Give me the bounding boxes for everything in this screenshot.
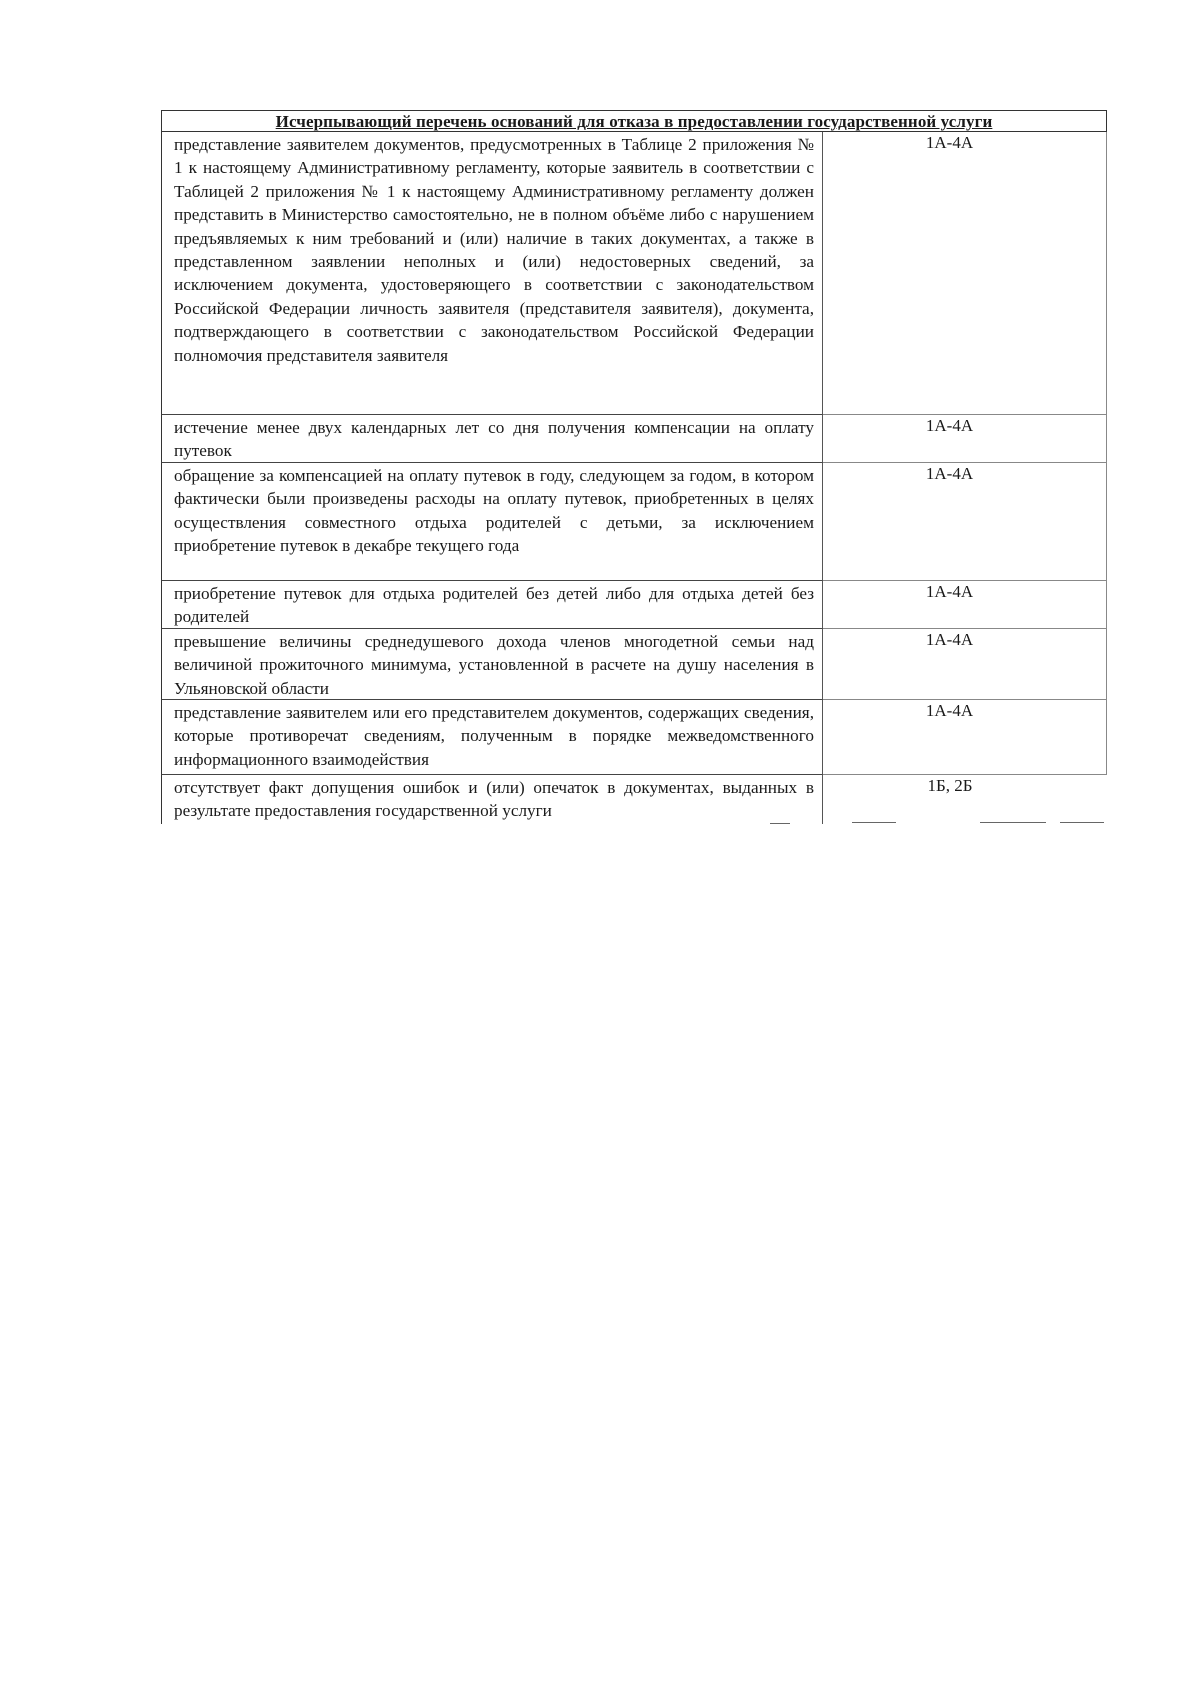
table-row (161, 700, 1107, 775)
ground-text: истечение менее двух календарных лет со дня получения компенсации на оплату путевок (161, 415, 823, 463)
ground-text: обращение за компенсацией на оплату путевок в году, следующем за годом, в котором фактически были произведены расходы на оплату путевок, приобретенных в целях осуществления совместного отдыха родителей с детьми, за исключением приобретение путевок в декабре текущего года (161, 463, 823, 581)
ground-code: 1А-4А (823, 629, 1107, 700)
scan-artifact-line (1060, 822, 1104, 823)
ground-text: превышение величины среднедушевого дохода членов многодетной семьи над величиной прожиточного минимума, установленной в расчете на душу населения в Ульяновской области (161, 629, 823, 700)
ground-text: представление заявителем или его представителем документов, содержащих сведения, которые противоречат сведениям, полученным в порядке межведомственного информационного взаимодействия (161, 700, 823, 775)
ground-code: 1Б, 2Б (927, 776, 973, 795)
table-header: Исчерпывающий перечень оснований для отказа в предоставлении государственной услуги (161, 110, 1107, 132)
scan-artifact-line (852, 822, 896, 823)
scan-artifact-line (980, 822, 1046, 823)
table-row (161, 629, 1107, 700)
refusal-grounds-table (161, 110, 1107, 824)
ground-code: 1А-4А (823, 415, 1107, 463)
table-row (161, 132, 1107, 415)
ground-code: 1А-4А (823, 463, 1107, 581)
ground-text: приобретение путевок для отдыха родителей без детей либо для отдыха детей без родителей (161, 581, 823, 629)
table-row (161, 463, 1107, 581)
table-row (161, 775, 1107, 824)
ground-code: 1А-4А (823, 581, 1107, 629)
table-row (161, 581, 1107, 629)
ground-text: отсутствует факт допущения ошибок и (или) опечаток в документах, выданных в результате предоставления государственной услуги (161, 775, 823, 824)
ground-code: 1А-4А (823, 132, 1107, 415)
ground-text: представление заявителем документов, предусмотренных в Таблице 2 приложения № 1 к настоящему Административному регламенту, которые заявитель в соответствии с Таблицей 2 приложения № 1 к настоящему Административному регламенту должен представить в Министерство самостоятельно, не в полном объёме либо с нарушением предъявляемых к ним требований и (или) наличие в таких документах, а также в представленном заявлении неполных и (или) недостоверных сведений, за исключением документа, удостоверяющего в соответствии с законодательством Российской Федерации личность заявителя (представителя заявителя), документа, подтверждающего в соответствии с законодательством Российской Федерации полномочия представителя заявителя (161, 132, 823, 415)
scan-artifact-line (770, 823, 790, 824)
table-row (161, 415, 1107, 463)
ground-code: 1А-4А (823, 700, 1107, 775)
